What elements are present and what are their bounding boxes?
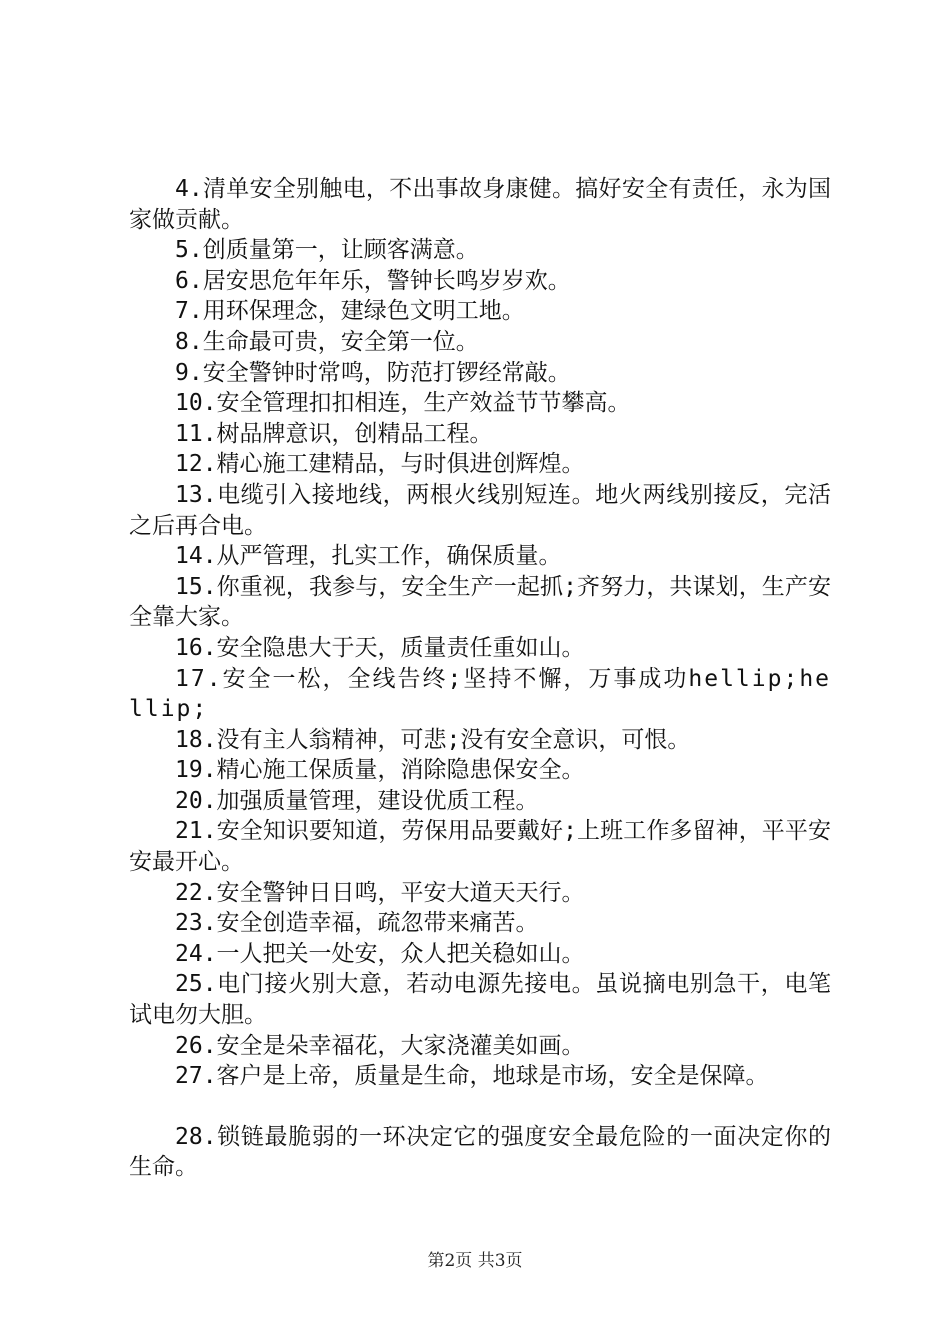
- list-item: 4.清单安全别触电，不出事故身康健。搞好安全有责任，永为国家做贡献。: [129, 176, 831, 233]
- list-item: 10.安全管理扣扣相连，生产效益节节攀高。: [175, 390, 631, 417]
- list-item: 28.锁链最脆弱的一环决定它的强度安全最危险的一面决定你的生命。: [129, 1123, 831, 1181]
- list-item: 17.安全一松，全线告终;坚持不懈，万事成功hellip;hellip;: [129, 665, 832, 723]
- list-item: 27.客户是上帝，质量是生命，地球是市场，安全是保障。: [175, 1063, 769, 1090]
- list-item: 24.一人把关一处安，众人把关稳如山。: [175, 940, 585, 967]
- list-item: 19.精心施工保质量，消除隐患保安全。: [175, 757, 585, 784]
- list-item: 18.没有主人翁精神，可悲;没有安全意识，可恨。: [175, 726, 691, 753]
- list-item: 25.电门接火别大意，若动电源先接电。虽说摘电别急干，电笔试电勿大胆。: [129, 971, 831, 1029]
- list-item: 21.安全知识要知道，劳保用品要戴好;上班工作多留神，平平安安最开心。: [129, 818, 831, 876]
- list-item: 15.你重视，我参与，安全生产一起抓;齐努力，共谋划，生产安全靠大家。: [129, 573, 831, 631]
- list-item: 8.生命最可贵，安全第一位。: [175, 328, 479, 355]
- list-item: 9.安全警钟时常鸣，防范打锣经常敲。: [175, 359, 571, 386]
- list-item: 13.电缆引入接地线，两根火线别短连。地火两线别接反，完活之后再合电。: [129, 481, 831, 539]
- list-item: 12.精心施工建精品，与时俱进创辉煌。: [175, 451, 585, 478]
- list-item: 16.安全隐患大于天，质量责任重如山。: [175, 634, 585, 661]
- list-item: 22.安全警钟日日鸣，平安大道天天行。: [175, 879, 585, 906]
- list-item: 11.树品牌意识，创精品工程。: [175, 420, 493, 447]
- list-item: 23.安全创造幸福，疏忽带来痛苦。: [175, 910, 539, 937]
- list-item: 5.创质量第一，让顾客满意。: [175, 237, 479, 264]
- page-footer: 第2页 共3页: [427, 1251, 523, 1271]
- list-item: 14.从严管理，扎实工作，确保质量。: [175, 543, 562, 570]
- list-item: 26.安全是朵幸福花，大家浇灌美如画。: [175, 1032, 585, 1059]
- list-item: 20.加强质量管理，建设优质工程。: [175, 787, 539, 814]
- slogan-list: [129, 174, 831, 1183]
- list-item: 6.居安思危年年乐，警钟长鸣岁岁欢。: [175, 267, 571, 294]
- list-item: 7.用环保理念，建绿色文明工地。: [175, 298, 525, 325]
